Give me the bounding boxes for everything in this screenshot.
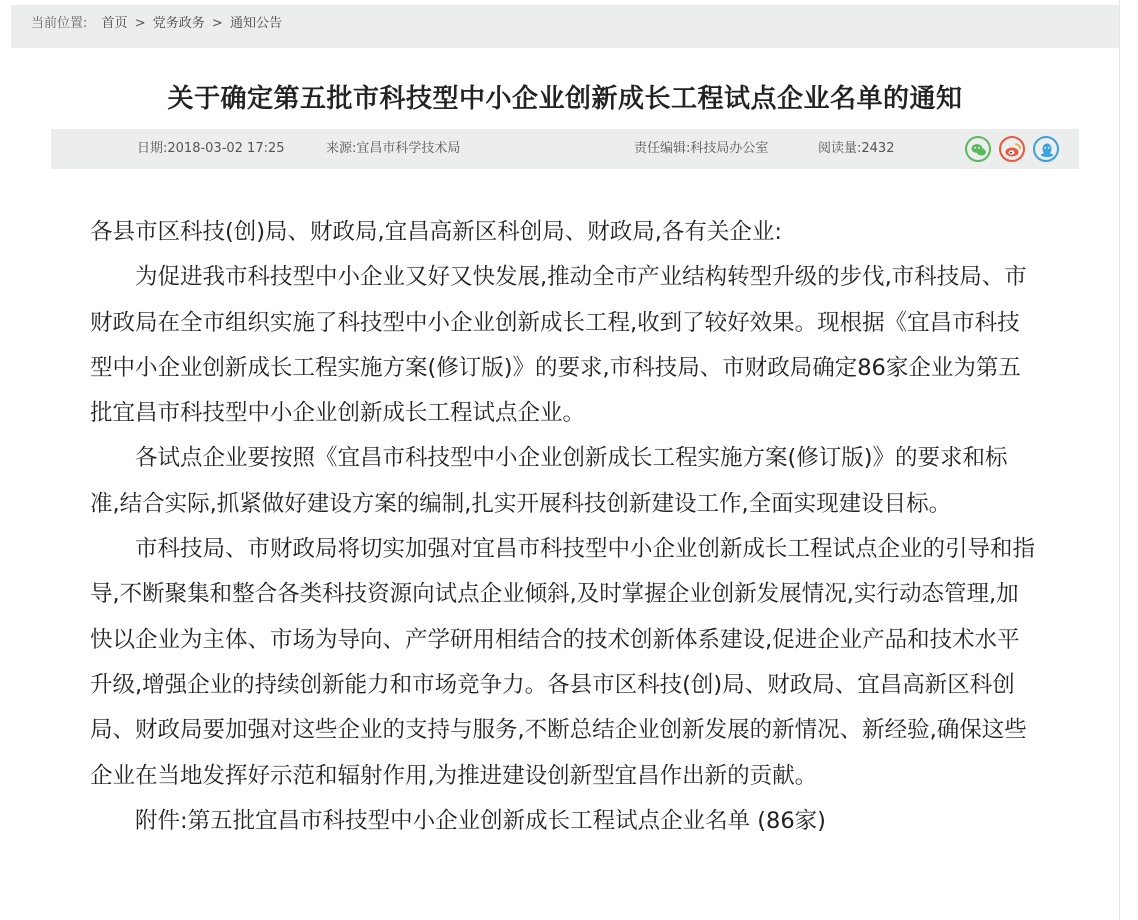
article-paragraph: 为促进我市科技型中小企业又好又快发展,推动全市产业结构转型升级的步伐,市科技局、市财政局在全市组织实施了科技型中小企业创新成长工程,收到了较好效果。现根据《宜昌市科技型中小企业创新成长工程实施方案(修订版)》的要求,市科技局、市财政局确定86家企业为第五批宜昌市科技型中小企业创新成长工程试点企业。 <box>90 264 1027 427</box>
article-editor: 责任编辑:科技局办公室 <box>634 141 769 156</box>
article-title: 关于确定第五批市科技型中小企业创新成长工程试点企业名单的通知 <box>167 84 963 114</box>
breadcrumb-separator: > <box>134 16 146 31</box>
weibo-icon <box>1004 141 1022 159</box>
breadcrumb-notices-link[interactable]: 通知公告 <box>229 16 282 31</box>
page-divider <box>1119 0 1120 920</box>
attachment-link[interactable]: 附件:第五批宜昌市科技型中小企业创新成长工程试点企业名单 (86家) <box>135 807 826 834</box>
wechat-icon <box>970 141 988 159</box>
article-salutation: 各县市区科技(创)局、财政局,宜昌高新区科创局、财政局,各有关企业: <box>90 219 782 245</box>
weibo-share-button[interactable] <box>999 136 1025 162</box>
article-paragraph: 市科技局、市财政局将切实加强对宜昌市科技型中小企业创新成长工程试点企业的引导和指导,不断聚集和整合各类科技资源向试点企业倾斜,及时掌握企业创新发展情况,实行动态管理,加快以企业为主体、市场为导向、产学研用相结合的技术创新体系建设,促进企业产品和技术水平升级,增强企业的持续创新能力和市场竞争力。各县市区科技(创)局、财政局、宜昌高新区科创局、财政局要加强对这些企业的支持与服务,不断总结企业创新发展的新情况、新经验,确保这些企业在当地发挥好示范和辐射作用,为推进建设创新型宜昌作出新的贡献。 <box>90 536 1036 789</box>
article-body <box>90 210 1035 844</box>
breadcrumb-home-link[interactable]: 首页 <box>101 16 128 31</box>
article-source: 来源:宜昌市科学技术局 <box>326 141 461 156</box>
breadcrumb-party-affairs-link[interactable]: 党务政务 <box>152 16 205 31</box>
breadcrumb <box>11 5 1119 48</box>
breadcrumb-label: 当前位置: <box>31 16 88 31</box>
wechat-share-button[interactable] <box>965 136 991 162</box>
breadcrumb-separator: > <box>211 16 223 31</box>
qq-icon <box>1038 141 1056 159</box>
article-view-count: 阅读量:2432 <box>818 141 895 156</box>
article-meta-bar <box>51 129 1079 169</box>
article-date: 日期:2018-03-02 17:25 <box>137 141 285 156</box>
qq-share-button[interactable] <box>1033 136 1059 162</box>
article-paragraph: 各试点企业要按照《宜昌市科技型中小企业创新成长工程实施方案(修订版)》的要求和标准,结合实际,抓紧做好建设方案的编制,扎实开展科技创新建设工作,全面实现建设目标。 <box>90 445 1008 517</box>
